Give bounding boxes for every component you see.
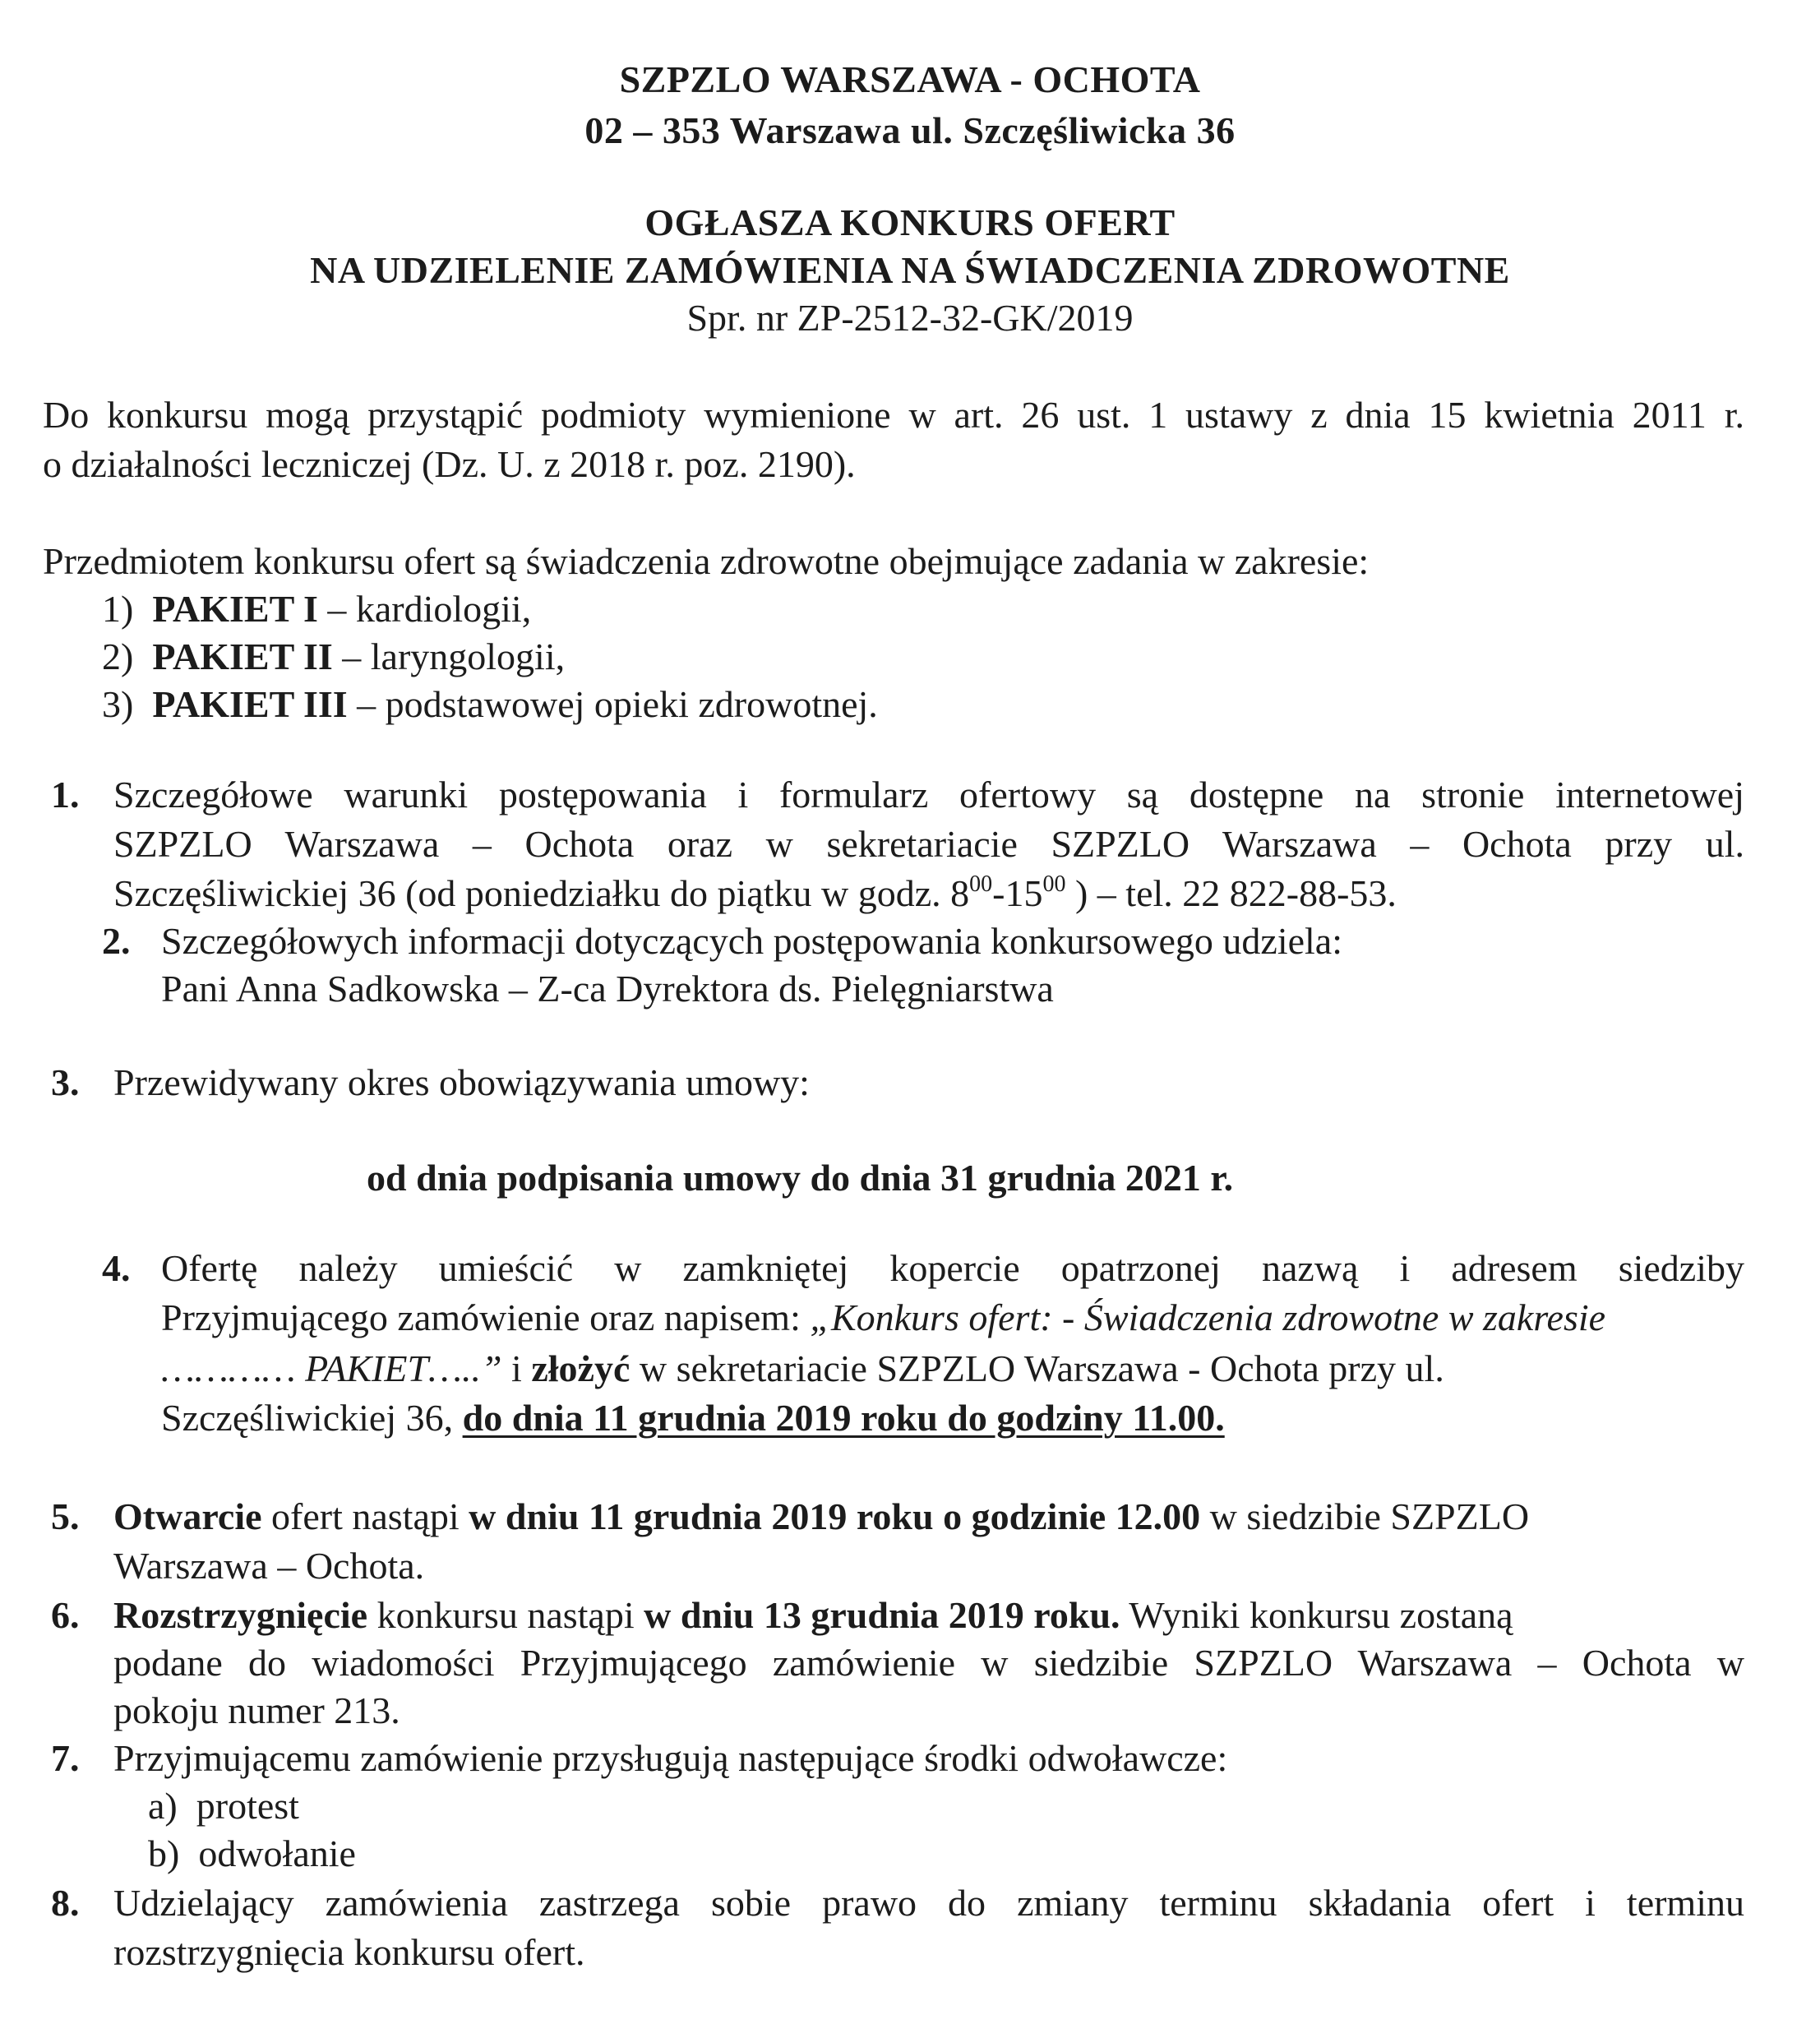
point-8-line-2: rozstrzygnięcia konkursu ofert.: [113, 1931, 585, 1973]
point-2-line-2: Pani Anna Sadkowska – Z-ca Dyrektora ds. Pielęgniarstwa: [161, 968, 1054, 1010]
intro-line-2: o działalności leczniczej (Dz. U. z 2018 r. poz. 2190).: [43, 443, 856, 485]
point-6-line-3: pokoju numer 213.: [113, 1689, 400, 1731]
point-6-line-2: podane do wiadomości Przyjmującego zamówienie w siedzibie SZPZLO Warszawa – Ochota w: [113, 1642, 1744, 1684]
point-1-line-1: Szczegółowe warunki postępowania i formularz ofertowy są dostępne na stronie internetowej: [113, 774, 1744, 816]
point-4-line-3: ………… PAKIET…..” i złożyć w sekretariacie SZPZLO Warszawa - Ochota przy ul.: [161, 1347, 1444, 1389]
remedy-item: a) protest: [148, 1785, 299, 1827]
point-number: 8.: [51, 1882, 80, 1924]
org-address: 02 – 353 Warszawa ul. Szczęśliwicka 36: [584, 109, 1236, 151]
point-number: 2.: [102, 920, 131, 962]
org-name: SZPZLO WARSZAWA - OCHOTA: [619, 58, 1201, 100]
point-number: 1.: [51, 774, 80, 816]
point-3-line-1: Przewidywany okres obowiązywania umowy:: [113, 1061, 810, 1103]
package-item: 3) PAKIET III – podstawowej opieki zdrowotnej.: [102, 683, 878, 725]
point-number: 5.: [51, 1495, 80, 1537]
point-4-line-4: Szczęśliwickiej 36, do dnia 11 grudnia 2019 roku do godziny 11.00.: [161, 1397, 1225, 1439]
submission-deadline: do dnia 11 grudnia 2019 roku do godziny 11.00.: [462, 1397, 1225, 1439]
point-1-line-2: SZPZLO Warszawa – Ochota oraz w sekretariacie SZPZLO Warszawa – Ochota przy ul.: [113, 823, 1744, 865]
point-1-line-3: Szczęśliwickiej 36 (od poniedziałku do piątku w godz. $8^{00}-15^{00}$ ) – tel. 22 822-88-53.: [113, 871, 1397, 914]
point-number: 7.: [51, 1737, 80, 1779]
point-5-line-1: Otwarcie ofert nastąpi w dniu 11 grudnia 2019 roku o godzinie 12.00 w siedzibie SZPZLO: [113, 1495, 1530, 1537]
remedy-item: b) odwołanie: [148, 1832, 356, 1874]
point-number: 3.: [51, 1061, 80, 1103]
announce-title-1: OGŁASZA KONKURS OFERT: [644, 201, 1176, 243]
point-8-line-1: Udzielający zamówienia zastrzega sobie prawo do zmiany terminu składania ofert i terminu: [113, 1882, 1744, 1924]
contract-period: od dnia podpisania umowy do dnia 31 grudnia 2021 r.: [367, 1157, 1234, 1199]
intro-line-1: Do konkursu mogą przystąpić podmioty wymienione w art. 26 ust. 1 ustawy z dnia 15 kwietnia 2011 r.: [43, 394, 1744, 436]
point-4-line-1: Ofertę należy umieścić w zamkniętej kopercie opatrzonej nazwą i adresem siedziby: [161, 1247, 1744, 1289]
point-number: 6.: [51, 1594, 80, 1636]
package-name: PAKIET II: [152, 635, 333, 677]
point-number: 4.: [102, 1247, 131, 1289]
subject-lead: Przedmiotem konkursu ofert są świadczenia zdrowotne obejmujące zadania w zakresie:: [43, 540, 1370, 582]
point-5-line-2: Warszawa – Ochota.: [113, 1545, 425, 1587]
point-2-line-1: Szczegółowych informacji dotyczących postępowania konkursowego udziela:: [161, 920, 1343, 962]
announce-title-2: NA UDZIELENIE ZAMÓWIENIA NA ŚWIADCZENIA ZDROWOTNE: [310, 249, 1510, 291]
package-item: 1) PAKIET I – kardiologii,: [102, 588, 532, 630]
package-name: PAKIET III: [152, 683, 348, 725]
point-6-line-1: Rozstrzygnięcie konkursu nastąpi w dniu 13 grudnia 2019 roku. Wyniki konkursu zostaną: [113, 1594, 1513, 1636]
case-number: Spr. nr ZP-2512-32-GK/2019: [686, 297, 1134, 339]
point-7-line-1: Przyjmującemu zamówienie przysługują następujące środki odwoławcze:: [113, 1737, 1228, 1779]
package-item: 2) PAKIET II – laryngologii,: [102, 635, 566, 677]
package-name: PAKIET I: [152, 588, 318, 630]
point-4-line-2: Przyjmującego zamówienie oraz napisem: „Konkurs ofert: - Świadczenia zdrowotne w zakresie: [161, 1296, 1606, 1338]
